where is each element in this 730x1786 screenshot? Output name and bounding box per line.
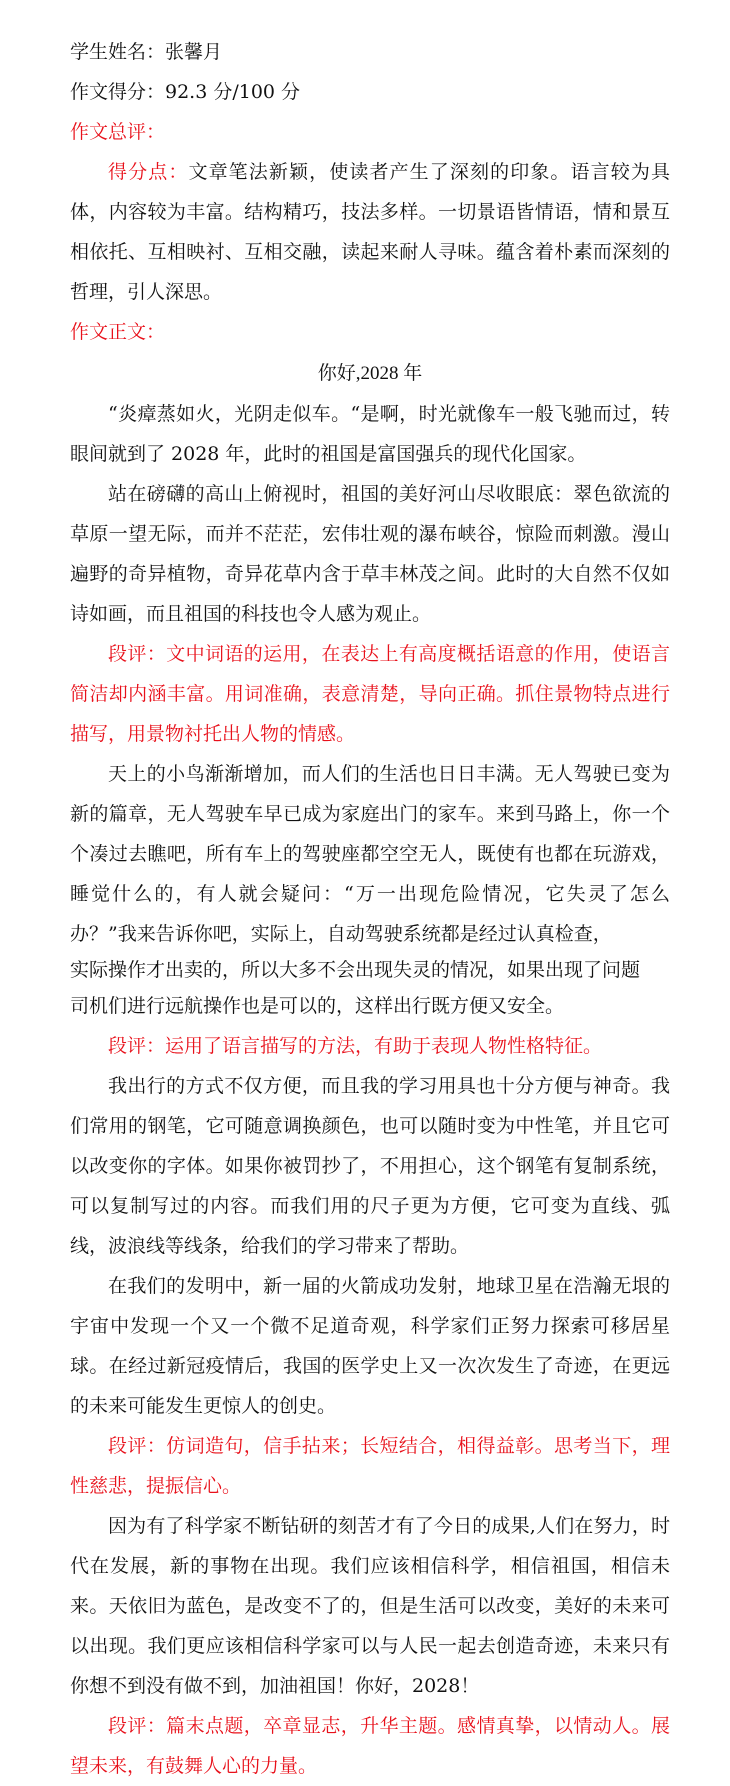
- essay-paragraph-3-line-c: 司机们进行远航操作也是可以的，这样出行既方便又安全。: [70, 995, 565, 1017]
- essay-paragraph-3: 天上的小鸟渐渐增加，而人们的生活也日日丰满。无人驾驶已变为新的篇章，无人驾驶车早已成为家庭出门的家车。来到马路上，你一个个凑过去瞧吧，所有车上的驾驶座都空空无人，既使有也都在玩游戏，睡觉什么的，有人就会疑问：“万一出现危险情况，它失灵了怎么办？”我来告诉你吧，实际上，自动驾驶系统都是经过认真检查，: [70, 763, 670, 945]
- document-page: [70, 32, 670, 1786]
- score-line: 作文得分：92.3 分/100 分: [70, 81, 301, 103]
- essay-title: 你好,2028 年: [317, 363, 423, 384]
- student-name-line: 学生姓名：张馨月: [70, 41, 223, 63]
- essay-paragraph-6: 因为有了科学家不断钻研的刻苦才有了今日的成果,人们在努力，时代在发展，新的事物在出现。我们应该相信科学，相信祖国，相信未来。天依旧为蓝色，是改变不了的，但是生活可以改变，美好的未来可以出现。我们更应该相信科学家可以与人民一起去创造奇迹，未来只有你想不到没有做不到，加油祖国！你好，2028！: [70, 1515, 670, 1697]
- paragraph-comment-3: 段评：仿词造句，信手拈来；长短结合，相得益彰。思考当下，理性慈悲，提振信心。: [70, 1435, 670, 1497]
- essay-paragraph-1: “炎瘴蒸如火，光阴走似车。“是啊，时光就像车一般飞驰而过，转眼间就到了 2028 年，此时的祖国是富国强兵的现代化国家。: [70, 403, 670, 465]
- paragraph-comment-1: 段评：文中词语的运用，在表达上有高度概括语意的作用，使语言简洁却内涵丰富。用词准确，表意清楚，导向正确。抓住景物特点进行描写，用景物衬托出人物的情感。: [70, 643, 670, 745]
- score-points-label: 得分点：: [108, 161, 189, 183]
- paragraph-comment-4: 段评：篇末点题，卒章显志，升华主题。感情真挚，以情动人。展望未来，有鼓舞人心的力量。: [70, 1715, 670, 1777]
- overall-review-paragraph: [70, 152, 670, 312]
- paragraph-comment-2: 段评：运用了语言描写的方法，有助于表现人物性格特征。: [108, 1035, 603, 1057]
- essay-paragraph-4: 我出行的方式不仅方便，而且我的学习用具也十分方便与神奇。我们常用的钢笔，它可随意调换颜色，也可以随时变为中性笔，并且它可以改变你的字体。如果你被罚抄了，不用担心，这个钢笔有复制系统，可以复制写过的内容。而我们用的尺子更为方便，它可变为直线、弧线，波浪线等线条，给我们的学习带来了帮助。: [70, 1075, 670, 1257]
- overall-review-heading: 作文总评：: [70, 121, 166, 143]
- essay-paragraph-2: 站在磅礴的高山上俯视时，祖国的美好河山尽收眼底：翠色欲流的草原一望无际，而并不茫茫，宏伟壮观的瀑布峡谷，惊险而刺激。漫山遍野的奇异植物，奇异花草内含于草丰林茂之间。此时的大自然不仅如诗如画，而且祖国的科技也令人感为观止。: [70, 483, 670, 625]
- essay-body-heading: 作文正文：: [70, 321, 166, 343]
- score-points-text: 文章笔法新颖，使读者产生了深刻的印象。语言较为具体，内容较为丰富。结构精巧，技法多样。一切景语皆情语，情和景互相依托、互相映衬、互相交融，读起来耐人寻味。蕴含着朴素而深刻的哲理，引人深思。: [70, 161, 670, 303]
- essay-paragraph-5: 在我们的发明中，新一届的火箭成功发射，地球卫星在浩瀚无垠的宇宙中发现一个又一个微不足道奇观，科学家们正努力探索可移居星球。在经过新冠疫情后，我国的医学史上又一次次发生了奇迹，在更远的未来可能发生更惊人的创史。: [70, 1275, 670, 1417]
- essay-paragraph-3-line-b: 实际操作才出卖的，所以大多不会出现失灵的情况，如果出现了问题: [70, 959, 641, 981]
